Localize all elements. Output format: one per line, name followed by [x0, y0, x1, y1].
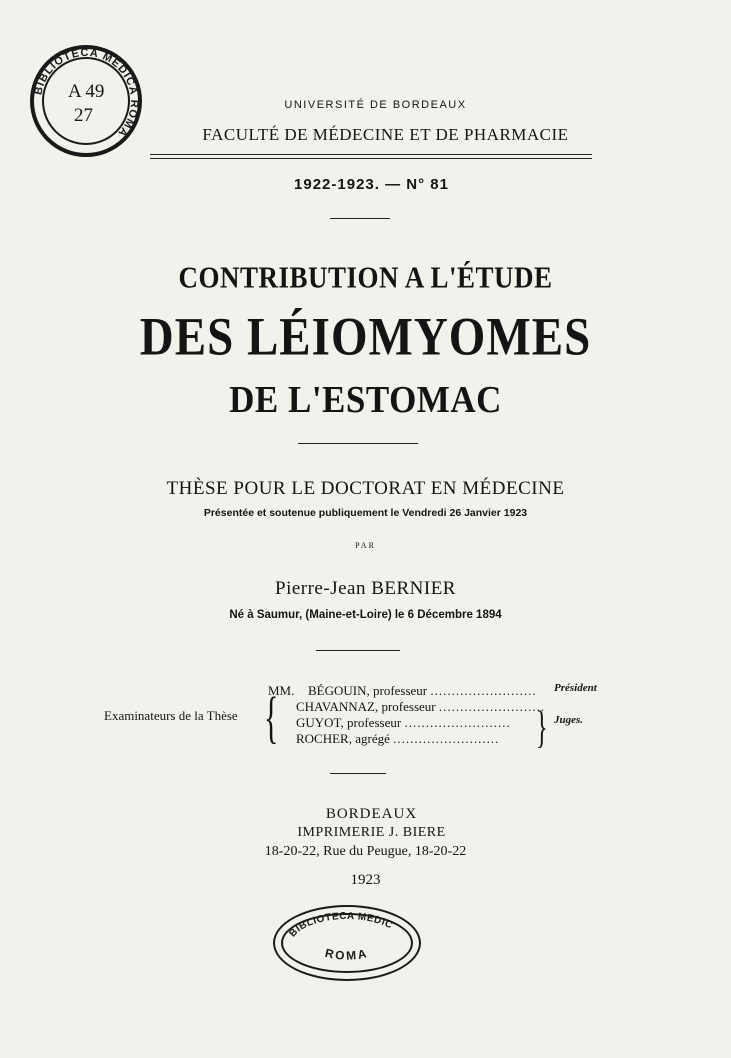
- svg-text:ROMA: ROMA: [323, 945, 370, 963]
- title-line-3: DE L'ESTOMAC: [229, 378, 502, 421]
- imprint-year: 1923: [350, 872, 381, 888]
- title-divider: [298, 443, 418, 444]
- left-brace: {: [264, 687, 279, 750]
- imprint-city: BORDEAUX: [325, 806, 418, 822]
- header-rule-2: [150, 158, 592, 159]
- svg-text:BIBLIOTECA MEDIC: BIBLIOTECA MEDIC: [287, 910, 395, 940]
- right-brace: }: [536, 704, 548, 754]
- thesis-subtitle: Présentée et soutenue publiquement le Vendredi 26 Janvier 1923: [203, 507, 528, 519]
- examiner-row: BÉGOUIN, professeur .........................: [308, 683, 537, 698]
- examiner-row: CHAVANNAZ, professeur .........................: [296, 699, 546, 714]
- judges-role: Juges.: [554, 714, 584, 726]
- divider-short: [330, 218, 390, 219]
- examiners-prefix: MM.: [268, 683, 295, 698]
- author-name: Pierre-Jean BERNIER: [275, 578, 456, 599]
- par-label: PAR: [355, 541, 376, 550]
- examiners-divider: [330, 773, 386, 774]
- stamp-number: 27: [74, 105, 93, 126]
- svg-text:BIBLIOTECA MEDICA ROMA: BIBLIOTECA MEDICA ROMA: [32, 46, 141, 140]
- author-divider: [316, 650, 400, 651]
- imprint-printer: IMPRIMERIE J. BIERE: [297, 825, 446, 840]
- title-line-2: DES LÉIOMYOMES: [139, 307, 592, 367]
- imprint-address: 18-20-22, Rue du Peugue, 18-20-22: [264, 844, 467, 859]
- president-role: Président: [554, 682, 597, 694]
- examiner-row: GUYOT, professeur .........................: [296, 715, 511, 730]
- university-name: UNIVERSITÉ DE BORDEAUX: [284, 99, 467, 111]
- library-stamp-bottom: [273, 905, 421, 981]
- examiners-label: Examinateurs de la Thèse: [104, 708, 238, 723]
- title-line-1: CONTRIBUTION A L'ÉTUDE: [178, 259, 553, 295]
- header-rule: [150, 154, 592, 155]
- faculty-name: FACULTÉ DE MÉDECINE ET DE PHARMACIE: [202, 125, 569, 144]
- stamp-shelfmark: A 49: [68, 81, 105, 102]
- examiner-row: ROCHER, agrégé .........................: [296, 731, 500, 746]
- thesis-heading: THÈSE POUR LE DOCTORAT EN MÉDECINE: [166, 478, 565, 499]
- author-birth: Né à Saumur, (Maine-et-Loire) le 6 Décembre 1894: [229, 609, 502, 621]
- year-and-number: 1922-1923. — N° 81: [294, 176, 449, 193]
- oval-stamp-text: [273, 905, 421, 981]
